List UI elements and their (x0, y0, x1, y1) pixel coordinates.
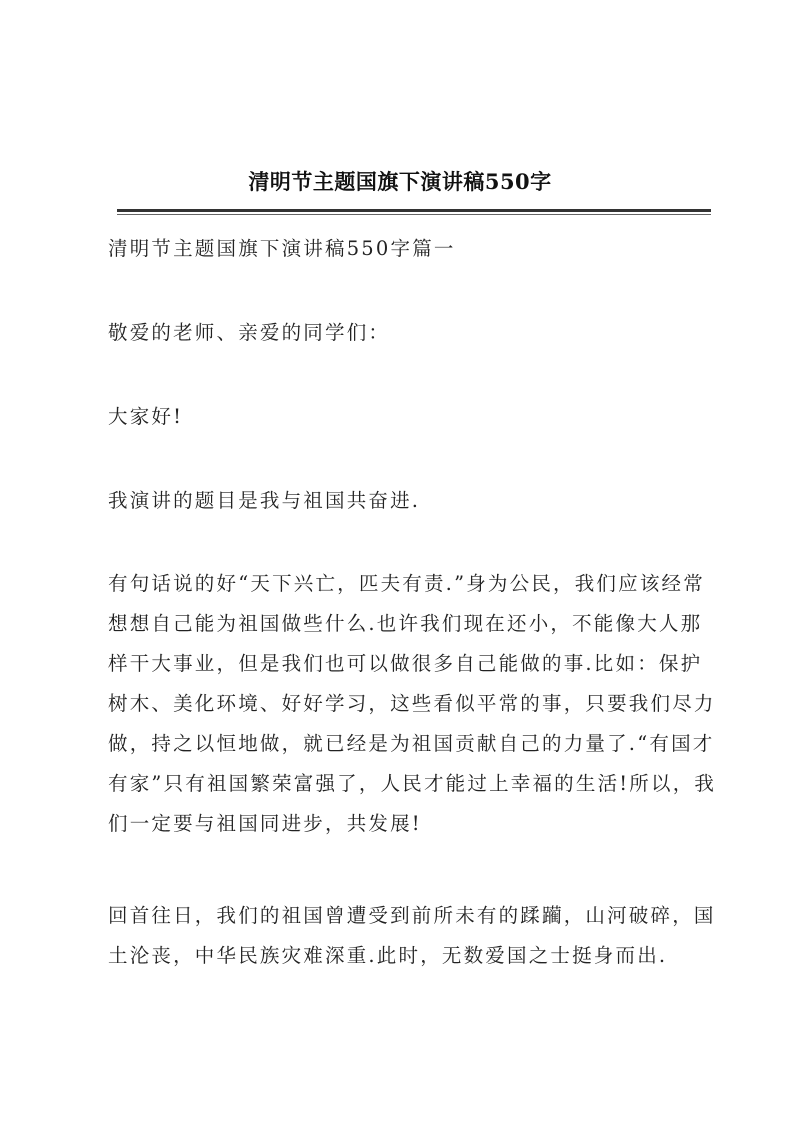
body-paragraph: 回首往日，我们的祖国曾遭受到前所未有的蹂躏，山河破碎，国土沦丧，中华民族灾难深重.此时，无数爱国之士挺身而出. (108, 904, 716, 967)
salutation-paragraph: 敬爱的老师、亲爱的同学们： (108, 321, 391, 344)
title-divider-thin (117, 214, 711, 215)
body-paragraph: 有句话说的好“天下兴亡，匹夫有责.”身为公民，我们应该经常想想自己能为祖国做些什么.也许我们现在还小，不能像大人那样干大事业，但是我们也可以做很多自己能做的事.比如：保护树木、美化环境、好好学习，这些看似平常的事，只要我们尽力做，持之以恒地做，就已经是为祖国贡献自己的力量了.“有国才有家”只有祖国繁荣富强了，人民才能过上幸福的生活!所以，我们一定要与祖国同进步，共发展! (108, 572, 717, 835)
greeting-paragraph: 大家好! (108, 405, 184, 428)
topic-paragraph: 我演讲的题目是我与祖国共奋进. (108, 489, 421, 512)
title-divider-thick (117, 209, 711, 212)
section-heading: 清明节主题国旗下演讲稿550字篇一 (108, 237, 456, 260)
document-title: 清明节主题国旗下演讲稿550字 (248, 169, 552, 194)
